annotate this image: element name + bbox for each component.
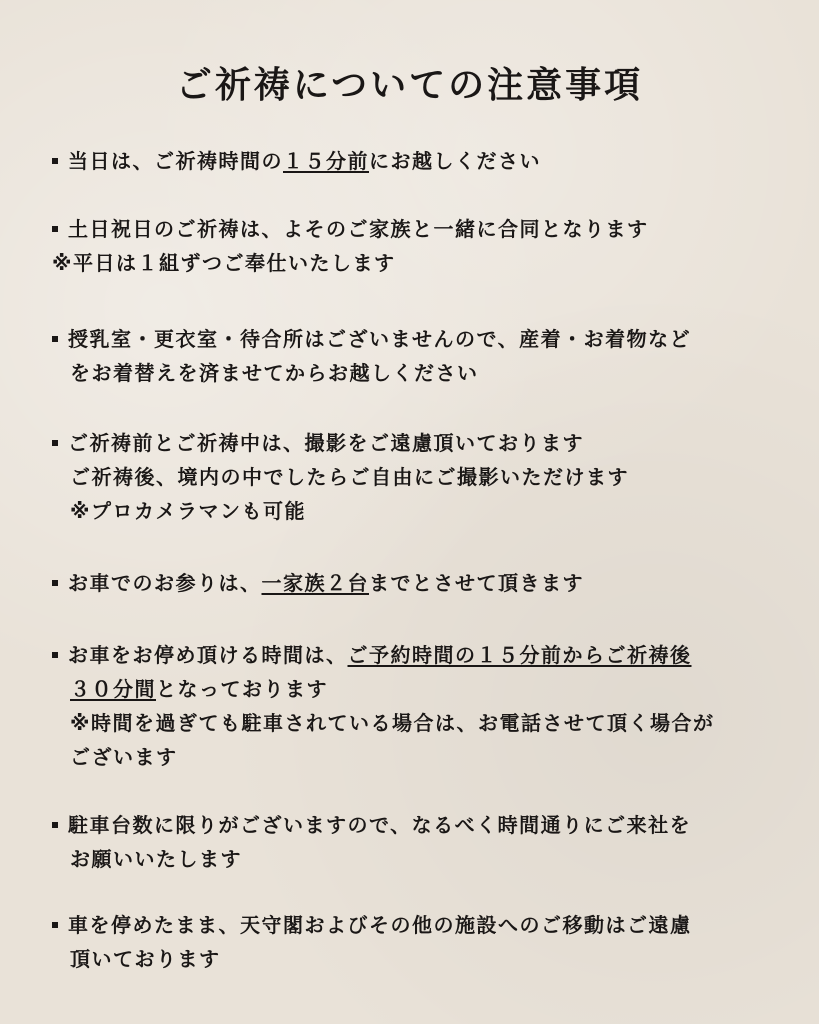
underlined-text: 一家族２台	[261, 571, 369, 595]
notice-line: 駐車台数に限りがございますので、なるべく時間通りにご来社を	[52, 808, 752, 842]
notice-line-cont: ご祈祷後、境内の中でしたらご自由にご撮影いただけます	[70, 465, 629, 489]
notice-line: 土日祝日のご祈祷は、よそのご家族と一緒に合同となります	[52, 212, 752, 246]
bullet-icon	[52, 336, 58, 342]
notice-item-weekend	[52, 212, 752, 280]
notice-line: お車でのお参りは、一家族２台までとさせて頂きます	[52, 566, 752, 600]
notice-line-cont: をお着替えを済ませてからお越しください	[70, 361, 479, 385]
notice-item-same-day	[52, 144, 752, 178]
notice-item-car-limit	[52, 566, 752, 600]
notice-line: 当日は、ご祈祷時間の１５分前にお越しください	[52, 144, 752, 178]
notice-item-no-moving	[52, 908, 752, 976]
notice-line: ご祈祷前とご祈祷中は、撮影をご遠慮頂いております	[52, 426, 752, 460]
notice-line: お車をお停め頂ける時間は、ご予約時間の１５分前からご祈祷後	[52, 638, 752, 672]
underlined-text: ３０分間	[70, 677, 156, 701]
bullet-icon	[52, 580, 58, 586]
notice-line: 授乳室・更衣室・待合所はございませんので、産着・お着物など	[52, 322, 752, 356]
notice-note: ※時間を過ぎても駐車されている場合は、お電話させて頂く場合が	[70, 711, 715, 735]
notice-item-parking-time	[52, 638, 752, 774]
bullet-icon	[52, 922, 58, 928]
page-title: ご祈祷についての注意事項	[175, 65, 644, 106]
notice-line-cont: ３０分間となっております	[70, 677, 328, 701]
notice-line: 車を停めたまま、天守閣およびその他の施設へのご移動はご遠慮	[52, 908, 752, 942]
bullet-icon	[52, 822, 58, 828]
notice-item-photography	[52, 426, 752, 528]
notice-line-cont: ございます	[70, 745, 178, 769]
underlined-text: １５分前	[283, 149, 369, 173]
bullet-icon	[52, 652, 58, 658]
notice-line-cont: お願いいたします	[70, 847, 242, 871]
notice-item-facilities	[52, 322, 752, 390]
notice-note: ※プロカメラマンも可能	[70, 499, 306, 523]
notice-line-cont: 頂いております	[70, 947, 221, 971]
bullet-icon	[52, 440, 58, 446]
bullet-icon	[52, 226, 58, 232]
underlined-text: ご予約時間の１５分前からご祈祷後	[347, 643, 692, 667]
bullet-icon	[52, 158, 58, 164]
notice-item-parking-capacity	[52, 808, 752, 876]
notice-note: ※平日は１組ずつご奉仕いたします	[52, 251, 396, 275]
